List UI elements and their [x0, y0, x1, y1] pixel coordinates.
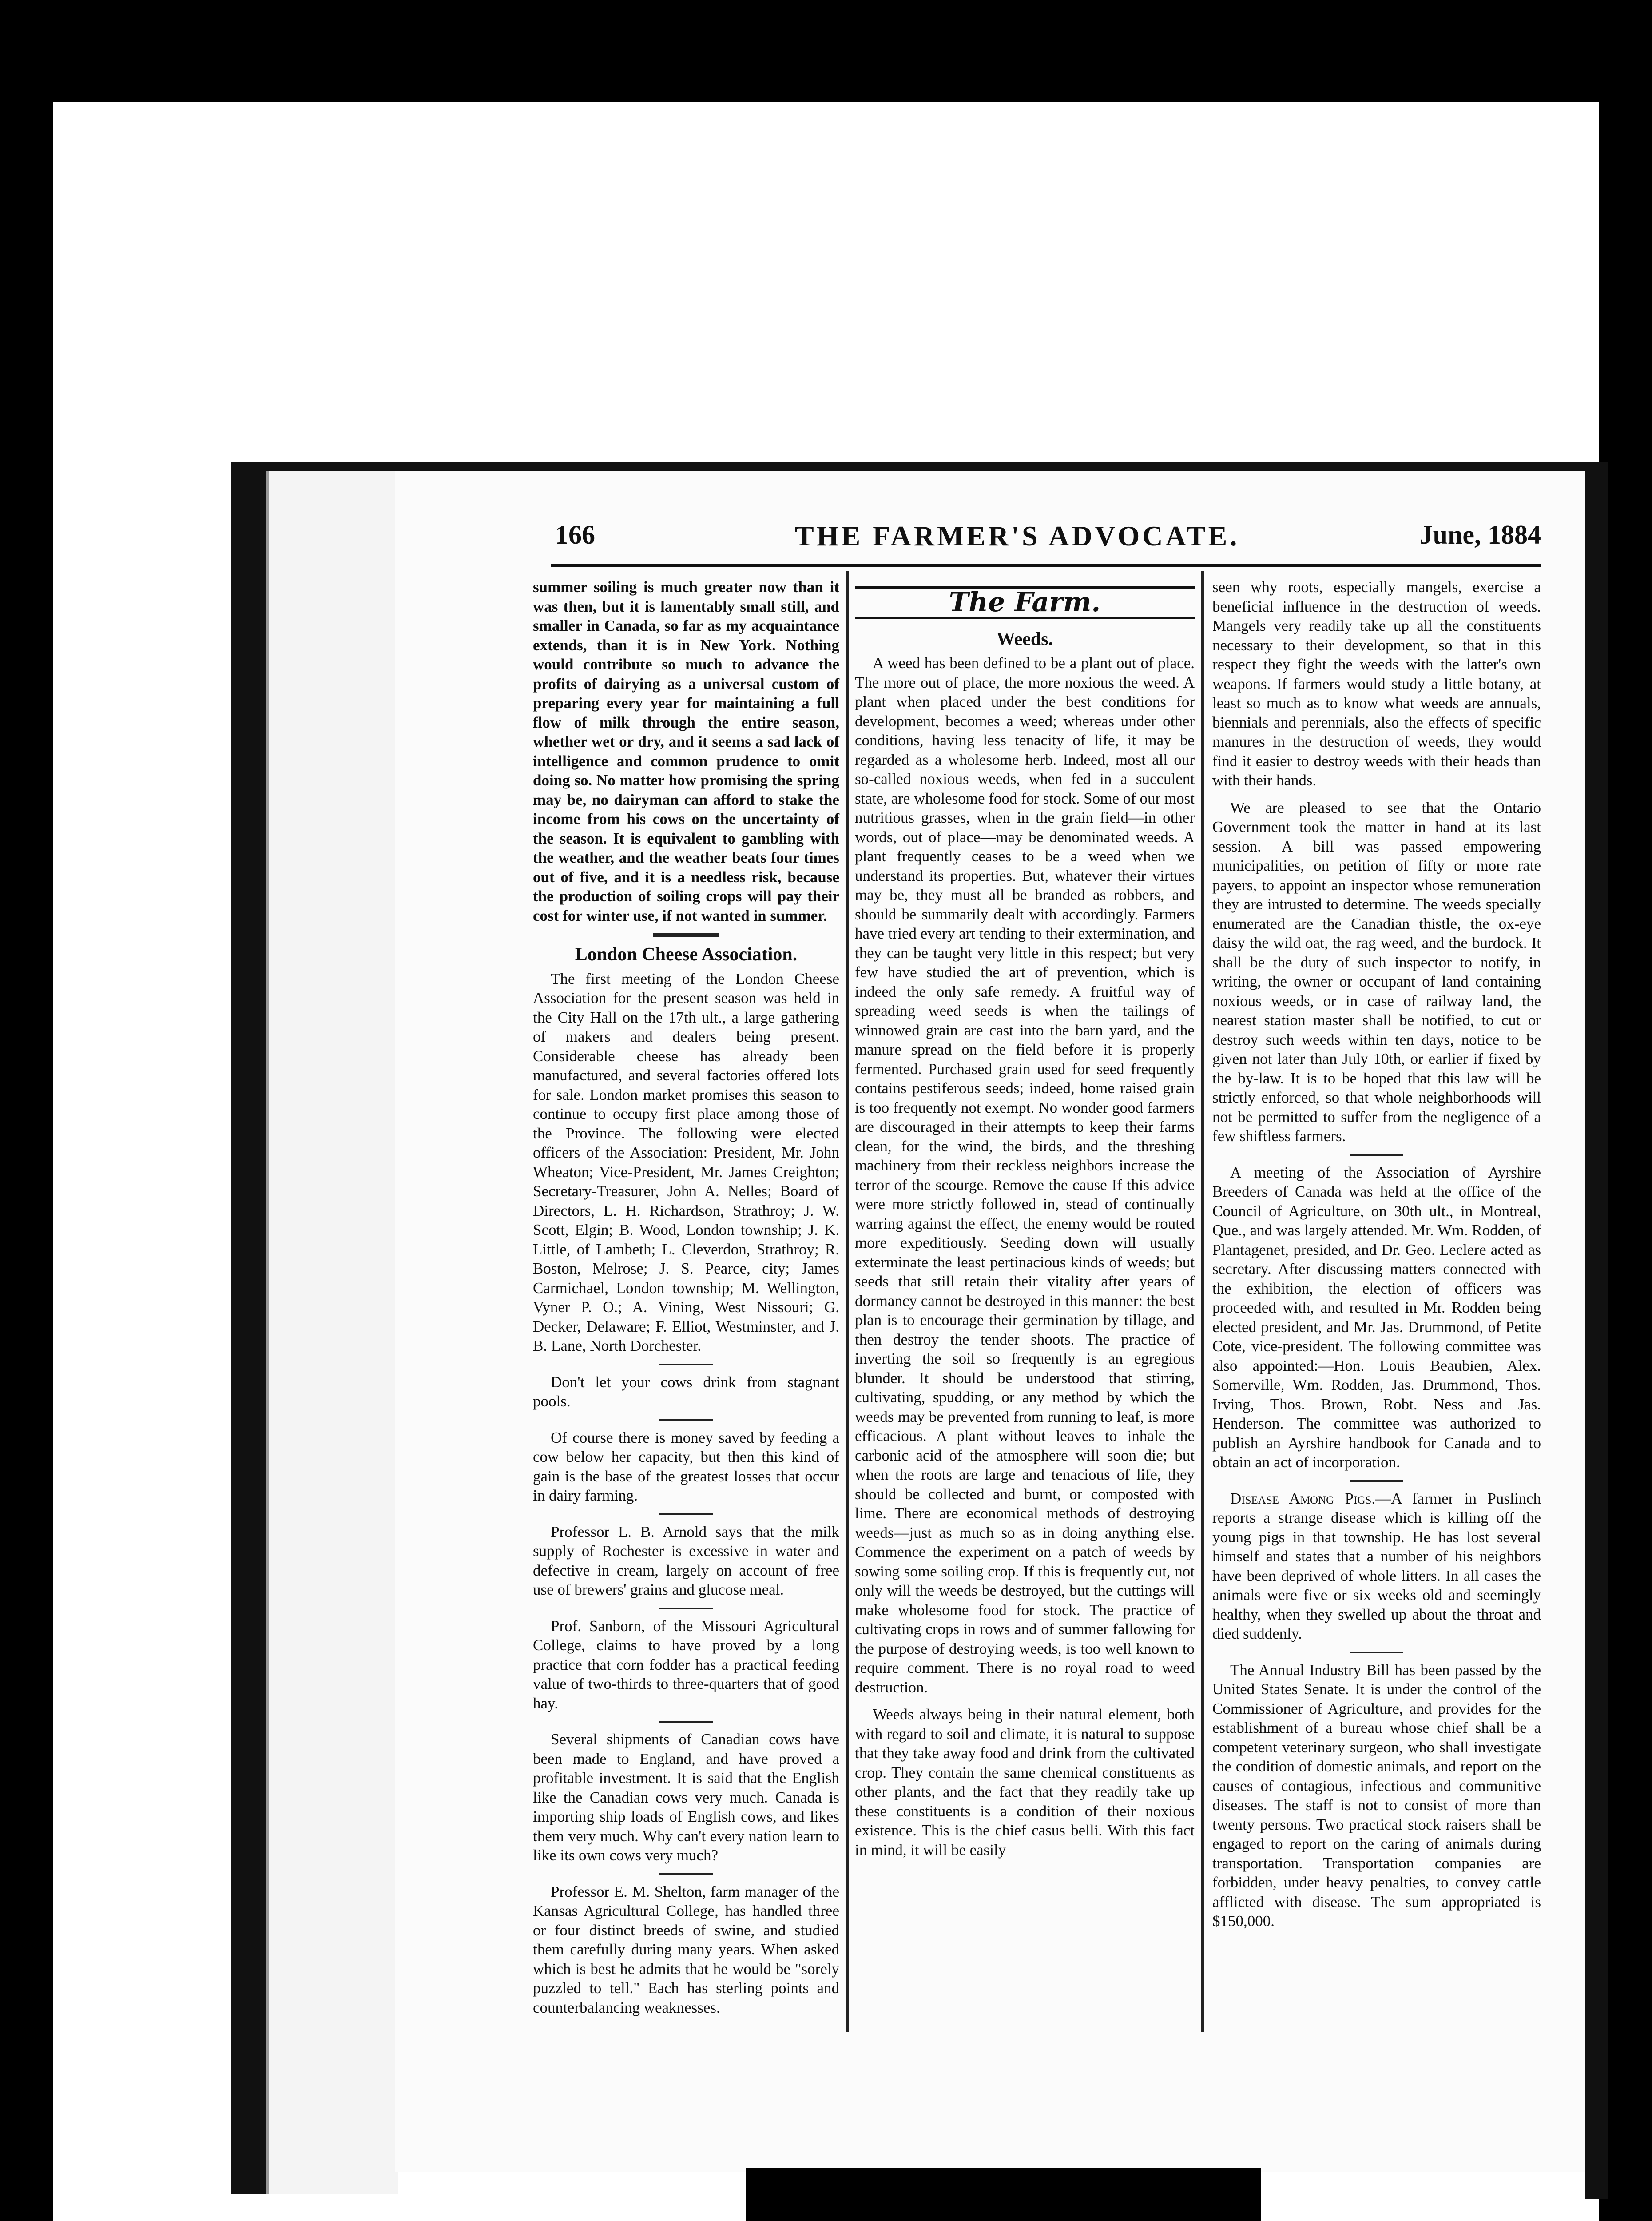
- item-stagnant-pools: Don't let your cows drink from stagnant pools.: [533, 1373, 839, 1410]
- section-divider: [1350, 1480, 1403, 1482]
- book-edge-right: [1585, 466, 1608, 2199]
- page-edge-left: [266, 471, 398, 2194]
- item-disease-pigs-text: —A farmer in Puslinch reports a strange disease which is killing off the young pigs in that township. He has lost several himself and states that a number of his neighbors have been deprived of whole litters. In all cases the animals were five or six weeks old and seemingly healthy, when they swelled up about the throat and died suddenly.: [1212, 1489, 1541, 1642]
- column-middle: [855, 577, 1195, 1867]
- section-divider: [659, 1873, 713, 1875]
- article-london-cheese: The first meeting of the London Cheese Association for the present season was held in the City Hall on the 17th ult., a large gathering of makers and dealers being present. Considerable cheese has already been manufactured, and several factories offered lots for sale. London market promises this season to continue to occupy first place among those of the Province. The following were elected officers of the Association: President, Mr. John Wheaton; Vice-President, Mr. James Creighton; Secretary-Treasurer, John A. Nelles; Board of Directors, L. H. Richardson, Strathroy; J. W. Scott, Elgin; B. Wood, London township; J. K. Little, of Lambeth; L. Cleverdon, Strathroy; R. Boston, Melrose; J. S. Pearce, city; James Carmichael, London township; M. Wellington, Vyner P. O.; A. Vining, West Nissouri; G. Decker, Delaware; F. Elliot, Westminster, and J. B. Lane, North Dorchester.: [533, 970, 839, 1354]
- scan-border-top: [0, 0, 1652, 102]
- article-weeds-ontario: We are pleased to see that the Ontario Government took the matter in hand at its last session. A bill was passed empowering municipalities, on petition of fifty or more rate payers, to appoint an inspector whose remuneration they are intrusted to determine. The weeds specially enumerated are the Canadian thistle, the ox-eye daisy the wild oat, the rag weed, and the burdock. It shall be the duty of such inspector to notify, in writing, the owner or occupant of land containing noxious weeds, or in case of railway land, the nearest station master shall be notified, to cut or destroy such weeds within ten days, notice to be given not later than July 10th, or earlier if fixed by the by-law. It is to be hoped that this law will be strictly enforced, so that whole neighborhoods will not be permitted to suffer from the negligence of a few shiftless farmers.: [1212, 799, 1541, 1145]
- heading-weeds: Weeds.: [996, 629, 1053, 649]
- page-number: 166: [555, 520, 595, 549]
- article-soiling-continued: summer soiling is much greater now than it was then, but it is lamentably small still, and smaller in Canada, so far as my acquaintance extends, than it is in New York. Nothing would contribute so much to advance the profits of dairying as a universal custom of preparing every year for maintaining a full flow of milk through the entire season, whether wet or dry, and it seems a sad lack of intelligence and common prudence to omit doing so. No matter how promising the spring may be, no dairyman can afford to stake the income from his cows on the uncertainty of the season. It is equivalent to gambling with the weather, and the weather beats four times out of five, and it is a needless risk, because the production of soiling crops will pay their cost for winter use, if not wanted in summer.: [533, 578, 839, 924]
- page-header: [555, 520, 1541, 555]
- heading-london-cheese: London Cheese Association.: [575, 944, 798, 965]
- scanner-clamp: [746, 2168, 1261, 2221]
- column-left: [533, 577, 839, 2025]
- item-money-saved: Of course there is money saved by feeding a cow below her capacity, but then this kind of gain is the base of the greatest losses that occur in dairy farming.: [533, 1429, 839, 1504]
- section-divider: [653, 933, 719, 937]
- column-right: [1212, 577, 1541, 1939]
- article-weeds-p1: A weed has been defined to be a plant out of place. The more out of place, the more noxious the weed. A plant when placed under the best conditions for development, becomes a weed; whereas under other conditions, having less tenacity of life, it may be regarded as a wholesome herb. Indeed, most all our so-called noxious weeds, when fed in a succulent state, are wholesome food for stock. Some of our most nutritious grasses, when in the grain field—in other words, out of place—may be denominated weeds. A plant frequently ceases to be a weed when we understand its properties. But, whatever their virtues may be, they must all be branded as robbers, and should be summarily dealt with accordingly. Farmers have tried every art tending to their extermination, and they can be taught very little in this respect; but very few have studied the art of prevention, which is indeed the only safe remedy. A fruitful way of spreading weed seeds is when the tailings of winnowed grain are cast into the barn yard, and the manure spread on the field before it is properly fermented. Purchased grain used for seed frequently contains pestiferous seeds; indeed, home raised grain is too frequently not exempt. No wonder good farmers are discouraged in their attempts to keep their farms clean, for the wind, the birds, and the threshing machinery from their reckless neighbors increase the terror of the scourge. Remove the cause If this advice were more strictly followed in, stead of continually warring against the effect, the enemy would be routed more expeditiously. Seeding down will usually exterminate the least pertinacious kinds of weeds; but seeds that still retain their vitality after years of dormancy cannot be destroyed in this manner: the best plan is to encourage their germination by tillage, and then destroy the tender shoots. The practice of inverting the soil so frequently is an egregious blunder. It should be understood that stirring, cultivating, spudding, or any method by which the weeds may be prevented from running to leaf, is more efficacious. A plant without leaves to inhale the carbonic acid of the atmosphere will soon die; but when the roots are large and tenacious of life, they should be collected and burnt, or composted with lime. There are economical methods of destroying weeds—just as much so as in doing anything else. Commence the experiment on a patch of weeds by sowing some soiling crop. If this is frequently cut, not only will the weeds be destroyed, but the cuttings will make wholesome food for stock. The practice of cultivating crops in rows and of summer fallowing for the purpose of destroying weeds, is too well known to require comment. There is no royal road to weed destruction.: [855, 654, 1195, 1696]
- section-divider: [659, 1721, 713, 1723]
- header-rule: [551, 564, 1541, 567]
- article-weeds-p2: Weeds always being in their natural element, both with regard to soil and climate, it is natural to suppose that they take away food and drink from the cultivated crop. They contain the same chemical constituents as other plants, and the fact that they readily take up these constituents is a condition of their noxious existence. This is the chief casus belli. With this fact in mind, it will be easily: [855, 1706, 1195, 1859]
- section-divider: [1350, 1154, 1403, 1156]
- item-disease-pigs: [1212, 1489, 1541, 1644]
- section-divider: [659, 1364, 713, 1365]
- article-weeds-continued: seen why roots, especially mangels, exercise a beneficial influence in the destruction of weeds. Mangels very readily take up all the constituents necessary to their development, so that in this respect they fight the weeds with the latter's own weapons. If farmers would study a little botany, at least so much as to know what weeds are annuals, biennials and perennials, also the effects of specific manures in the destruction of weeds, they would find it easier to destroy weeds with their heads than with their hands.: [1212, 578, 1541, 789]
- section-divider: [659, 1513, 713, 1515]
- item-sanborn: Prof. Sanborn, of the Missouri Agricultural College, claims to have proved by a long practice that corn fodder has a practical feeding value of two-thirds to three-quarters that of good hay.: [533, 1617, 839, 1712]
- item-ayrshire: A meeting of the Association of Ayrshire Breeders of Canada was held at the office of the Council of Agriculture, on 30th ult., in Montreal, Que., and was largely attended. Mr. Wm. Rodden, of Plantagenet, presided, and Dr. Geo. Leclere acted as secretary. After discussing matters connected with the exhibition, the election of officers was proceeded with, and resulted in Mr. Rodden being elected president, and Mr. Jas. Drummond, of Petite Cote, vice-president. The following committee was also appointed:—Hon. Louis Beaubien, Alex. Somerville, Wm. Rodden, Jas. Drummond, Thos. Irving, Thos. Brown, Robt. Ness and Jas. Henderson. The committee was authorized to publish an Ayrshire handbook for Canada and to obtain an act of incorporation.: [1212, 1163, 1541, 1471]
- item-industry-bill: The Annual Industry Bill has been passed by the United States Senate. It is under the control of the Commissioner of Agriculture, and provides for the establishment of a bureau whose chief shall be a competent veterinary surgeon, who shall investigate the condition of domestic animals, and report on the causes of contagious, infectious and communitive diseases. The staff is not to consist of more than twenty persons. Two practical stock raisers shall be engaged to report on the caring of animals during transportation. Transportation companies are forbidden, under heavy penalties, to convey cattle afflicted with disease. The sum appropriated is $150,000.: [1212, 1661, 1541, 1930]
- item-shipments: Several shipments of Canadian cows have been made to England, and have proved a profitable investment. It is said that the English like the Canadian cows very much. Canada is importing ship loads of English cows, and likes them very much. Why can't every nation learn to like its own cows very much?: [533, 1731, 839, 1864]
- column-rule: [1201, 571, 1204, 2032]
- section-divider: [659, 1419, 713, 1421]
- issue-date: June, 1884: [1419, 520, 1541, 549]
- masthead: THE FARMER'S ADVOCATE.: [795, 520, 1240, 552]
- book-edge-top: [231, 462, 1608, 471]
- item-arnold: Professor L. B. Arnold says that the milk supply of Rochester is excessive in water and defective in cream, largely on account of free use of brewers' grains and glucose meal.: [533, 1523, 839, 1598]
- book-spine: [231, 462, 266, 2194]
- section-divider: [1350, 1652, 1403, 1653]
- department-heading: The Farm.: [855, 586, 1195, 619]
- scan-border-left: [0, 0, 53, 2221]
- column-rule: [846, 571, 849, 2032]
- item-shelton: Professor E. M. Shelton, farm manager of the Kansas Agricultural College, has handled three or four distinct breeds of swine, and studied them carefully during many years. When asked which is best he admits that he would be "sorely puzzled to tell." Each has sterling points and counterbalancing weaknesses.: [533, 1883, 839, 2016]
- section-divider: [659, 1608, 713, 1609]
- item-disease-pigs-heading: Disease Among Pigs.: [1230, 1489, 1376, 1507]
